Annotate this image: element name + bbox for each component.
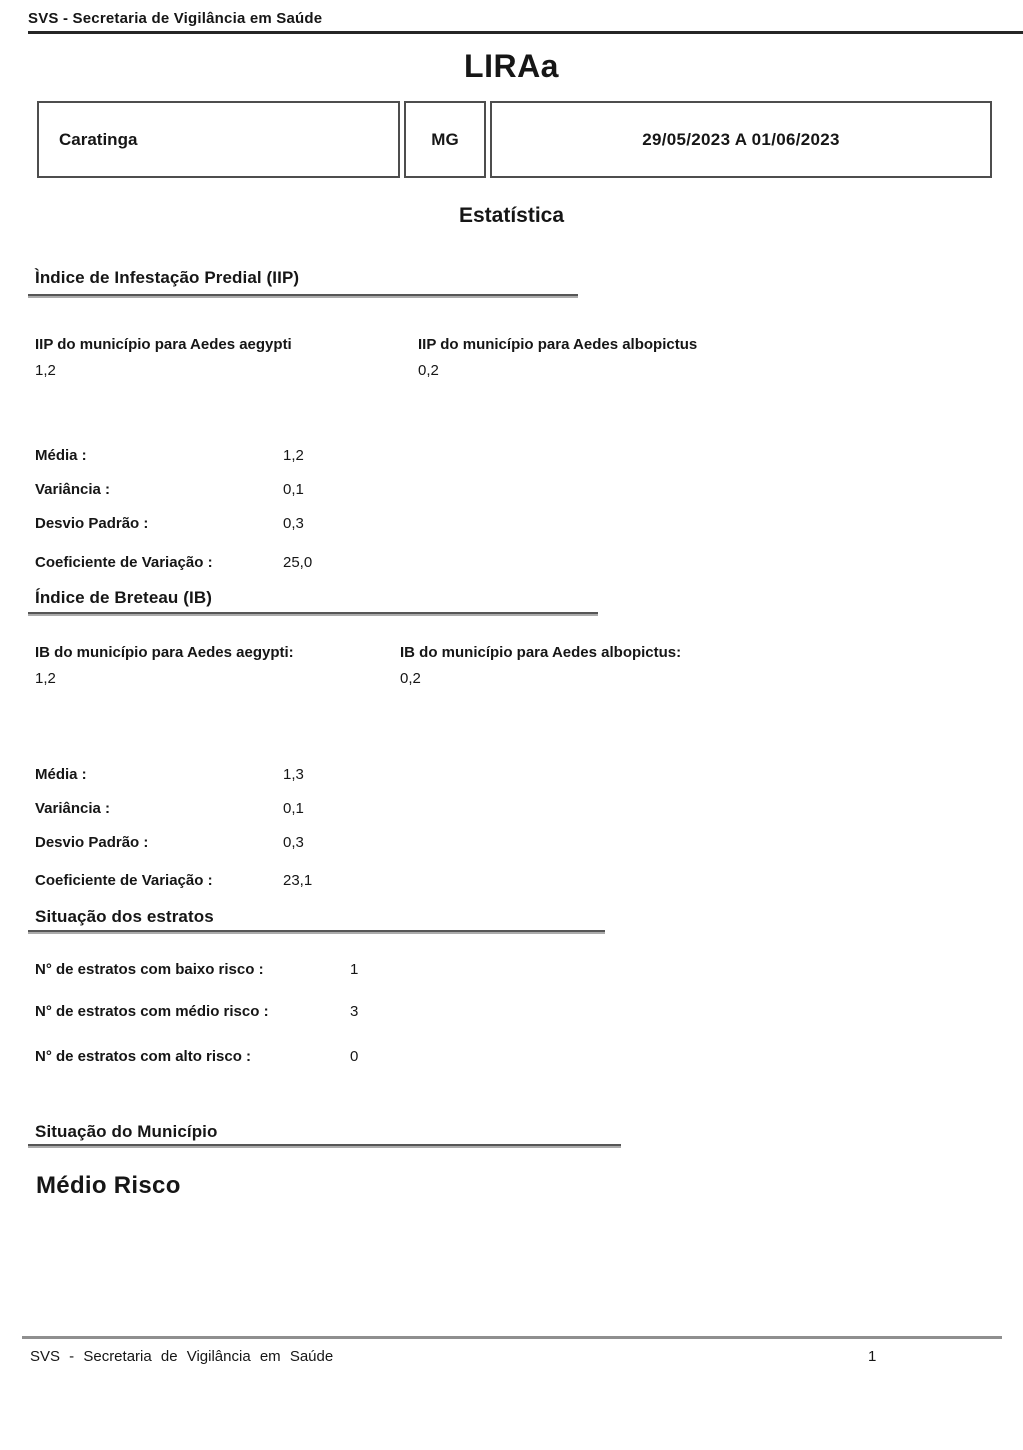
stat-value: 0,3 — [283, 834, 304, 851]
statistics-title: Estatística — [458, 204, 565, 227]
municipality-risk-status: Médio Risco — [36, 1172, 181, 1199]
stat-value: 0,1 — [283, 481, 304, 498]
stat-value: 0,1 — [283, 800, 304, 817]
ib-aegypti-value: 1,2 — [35, 670, 56, 687]
state-abbreviation: MG — [431, 129, 459, 149]
ib-aegypti-block — [35, 644, 294, 687]
iip-section-heading: Ìndice de Infestação Predial (IIP) — [35, 268, 300, 287]
page-number: 1 — [868, 1348, 877, 1365]
iip-albopictus-label: IIP do município para Aedes albopictus — [418, 336, 698, 353]
iip-stat-row-variancia — [35, 481, 595, 498]
municipality-name: Caratinga — [59, 129, 138, 149]
ib-section-rule — [28, 612, 598, 616]
iip-albopictus-block — [418, 336, 697, 379]
stat-label: Variância : — [35, 800, 111, 817]
ib-albopictus-label: IB do município para Aedes albopictus: — [400, 644, 682, 661]
period-box — [490, 101, 992, 178]
iip-stat-row-desvio — [35, 515, 595, 532]
footer-text: SVS - Secretaria de Vigilância em Saúde — [30, 1348, 334, 1365]
state-box — [404, 101, 486, 178]
strata-section-rule — [28, 930, 605, 934]
stat-label: Coeficiente de Variação : — [35, 872, 213, 889]
iip-section-rule — [28, 294, 578, 298]
ib-section-heading: Índice de Breteau (IB) — [35, 588, 212, 607]
municipality-section-rule — [28, 1144, 621, 1148]
footer-rule — [22, 1336, 1002, 1339]
strata-value: 3 — [350, 1003, 359, 1020]
iip-aegypti-label: IIP do município para Aedes aegypti — [35, 336, 292, 353]
iip-aegypti-value: 1,2 — [35, 362, 56, 379]
stat-value: 0,3 — [283, 515, 304, 532]
iip-albopictus-value: 0,2 — [418, 362, 439, 379]
ib-aegypti-label: IB do município para Aedes aegypti: — [35, 644, 294, 661]
stat-label: Média : — [35, 766, 87, 783]
stat-value: 1,2 — [283, 447, 304, 464]
strata-label: N° de estratos com baixo risco : — [35, 961, 264, 978]
stat-label: Desvio Padrão : — [35, 515, 149, 532]
survey-period: 29/05/2023 A 01/06/2023 — [642, 129, 840, 149]
ib-stat-row-desvio — [35, 834, 595, 851]
stat-label: Variância : — [35, 481, 111, 498]
ib-albopictus-block — [400, 644, 681, 687]
stat-value: 23,1 — [283, 872, 313, 889]
strata-label: N° de estratos com médio risco : — [35, 1003, 269, 1020]
stat-label: Desvio Padrão : — [35, 834, 149, 851]
report-title: LIRAa — [464, 48, 559, 84]
stat-value: 25,0 — [283, 554, 313, 571]
iip-aegypti-block — [35, 336, 292, 379]
stat-label: Média : — [35, 447, 87, 464]
strata-row-medio — [35, 1003, 595, 1020]
header-rule — [28, 31, 1023, 34]
ib-stat-row-media — [35, 766, 595, 783]
strata-value: 1 — [350, 961, 359, 978]
strata-value: 0 — [350, 1048, 359, 1065]
municipality-section-heading: Situação do Município — [35, 1122, 218, 1141]
stat-label: Coeficiente de Variação : — [35, 554, 213, 571]
strata-row-baixo — [35, 961, 595, 978]
stat-value: 1,3 — [283, 766, 304, 783]
iip-stat-row-coeficiente — [35, 554, 595, 571]
report-header-text: SVS - Secretaria de Vigilância em Saúde — [28, 10, 323, 27]
strata-section-heading: Situação dos estratos — [35, 907, 214, 926]
iip-stat-row-media — [35, 447, 595, 464]
strata-row-alto — [35, 1048, 595, 1065]
strata-label: N° de estratos com alto risco : — [35, 1048, 252, 1065]
municipality-box — [37, 101, 400, 178]
ib-albopictus-value: 0,2 — [400, 670, 421, 687]
ib-stat-row-variancia — [35, 800, 595, 817]
ib-stat-row-coeficiente — [35, 872, 595, 889]
